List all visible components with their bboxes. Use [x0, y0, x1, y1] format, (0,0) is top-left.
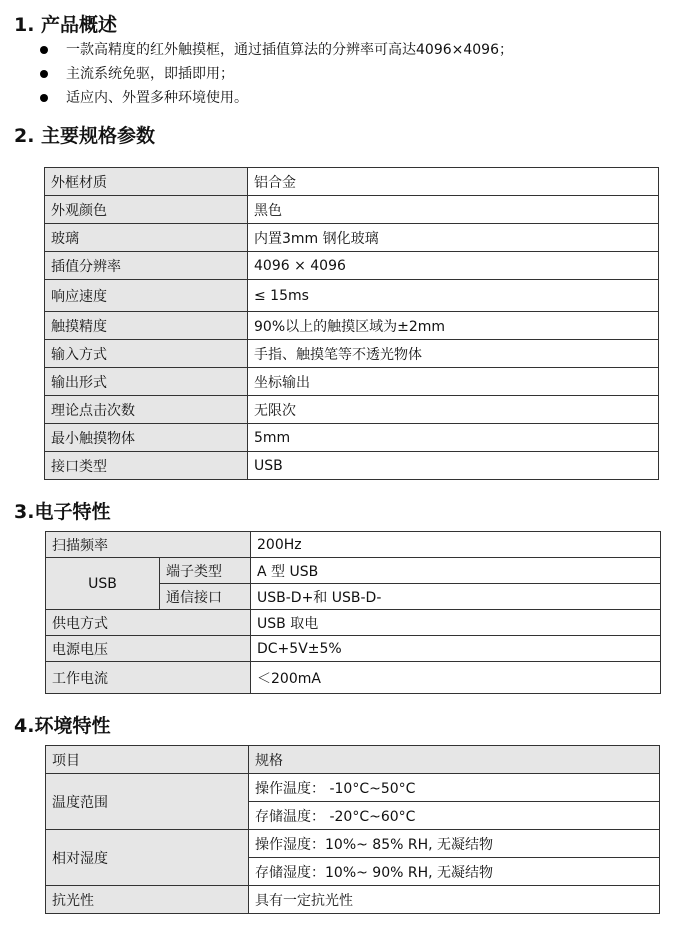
table-row [46, 830, 660, 858]
overview-bullet-list [38, 38, 513, 110]
col-header-item: 项目 [46, 746, 249, 774]
power-supply-value: USB 取电 [251, 610, 661, 636]
spec-label: 输入方式 [45, 340, 248, 368]
table-row [45, 196, 659, 224]
section-3-title: 3.电子特性 [14, 501, 111, 523]
spec-value: 手指、触摸笔等不透光物体 [248, 340, 659, 368]
port-type-label: 端子类型 [160, 558, 251, 584]
spec-value: 无限次 [248, 396, 659, 424]
spec-value: 坐标输出 [248, 368, 659, 396]
scan-frequency-value: 200Hz [251, 532, 661, 558]
bullet-text: 适应内、外置多种环境使用。 [66, 90, 248, 106]
table-row [46, 774, 660, 802]
spec-value: ≤ 15ms [248, 280, 659, 312]
section-4-title: 4.环境特性 [14, 715, 111, 737]
table-row [45, 280, 659, 312]
table-row [45, 168, 659, 196]
current-value: ＜200mA [251, 662, 661, 694]
table-row [46, 558, 661, 584]
table-row [46, 610, 661, 636]
table-row [45, 340, 659, 368]
spec-label: 玻璃 [45, 224, 248, 252]
table-row [46, 886, 660, 914]
col-header-spec: 规格 [249, 746, 660, 774]
scan-frequency-label: 扫描频率 [46, 532, 251, 558]
table-row [45, 424, 659, 452]
table-row [45, 396, 659, 424]
comm-interface-label: 通信接口 [160, 584, 251, 610]
temperature-label: 温度范围 [46, 774, 249, 830]
spec-label: 接口类型 [45, 452, 248, 480]
temperature-operating: 操作温度： -10°C~50°C [249, 774, 660, 802]
usb-label: USB [46, 558, 160, 610]
spec-label: 理论点击次数 [45, 396, 248, 424]
section-2-title: 2. 主要规格参数 [14, 125, 156, 147]
bullet-dot-icon [40, 70, 48, 78]
table-row [46, 532, 661, 558]
humidity-label: 相对湿度 [46, 830, 249, 886]
spec-label: 外观颜色 [45, 196, 248, 224]
table-row [46, 636, 661, 662]
table-row [45, 252, 659, 280]
humidity-operating: 操作湿度：10%~ 85% RH, 无凝结物 [249, 830, 660, 858]
spec-label: 触摸精度 [45, 312, 248, 340]
temperature-storage: 存储温度： -20°C~60°C [249, 802, 660, 830]
table-header-row [46, 746, 660, 774]
humidity-storage: 存储湿度：10%~ 90% RH, 无凝结物 [249, 858, 660, 886]
bullet-text: 一款高精度的红外触摸框，通过插值算法的分辨率可高达4096×4096； [66, 42, 513, 58]
current-label: 工作电流 [46, 662, 251, 694]
spec-value: 黑色 [248, 196, 659, 224]
table-row [45, 368, 659, 396]
spec-value: USB [248, 452, 659, 480]
section-1-title: 1. 产品概述 [14, 14, 118, 36]
environment-table [45, 745, 660, 914]
spec-value: 内置3mm 钢化玻璃 [248, 224, 659, 252]
spec-value: 4096 × 4096 [248, 252, 659, 280]
light-resistance-label: 抗光性 [46, 886, 249, 914]
port-type-value: A 型 USB [251, 558, 661, 584]
voltage-value: DC+5V±5% [251, 636, 661, 662]
bullet-dot-icon [40, 46, 48, 54]
table-row [45, 224, 659, 252]
overview-bullet-item [38, 38, 513, 62]
table-row [45, 312, 659, 340]
table-row [46, 662, 661, 694]
bullet-text: 主流系统免驱，即插即用； [66, 66, 234, 82]
spec-label: 最小触摸物体 [45, 424, 248, 452]
power-supply-label: 供电方式 [46, 610, 251, 636]
comm-interface-value: USB-D+和 USB-D- [251, 584, 661, 610]
electrical-table [45, 531, 661, 694]
spec-value: 90%以上的触摸区域为±2mm [248, 312, 659, 340]
overview-bullet-item [38, 62, 513, 86]
light-resistance-value: 具有一定抗光性 [249, 886, 660, 914]
spec-label: 外框材质 [45, 168, 248, 196]
spec-label: 插值分辨率 [45, 252, 248, 280]
spec-label: 响应速度 [45, 280, 248, 312]
bullet-dot-icon [40, 94, 48, 102]
spec-value: 5mm [248, 424, 659, 452]
main-spec-table [44, 167, 659, 480]
spec-value: 铝合金 [248, 168, 659, 196]
voltage-label: 电源电压 [46, 636, 251, 662]
overview-bullet-item [38, 86, 513, 110]
spec-label: 输出形式 [45, 368, 248, 396]
table-row [45, 452, 659, 480]
